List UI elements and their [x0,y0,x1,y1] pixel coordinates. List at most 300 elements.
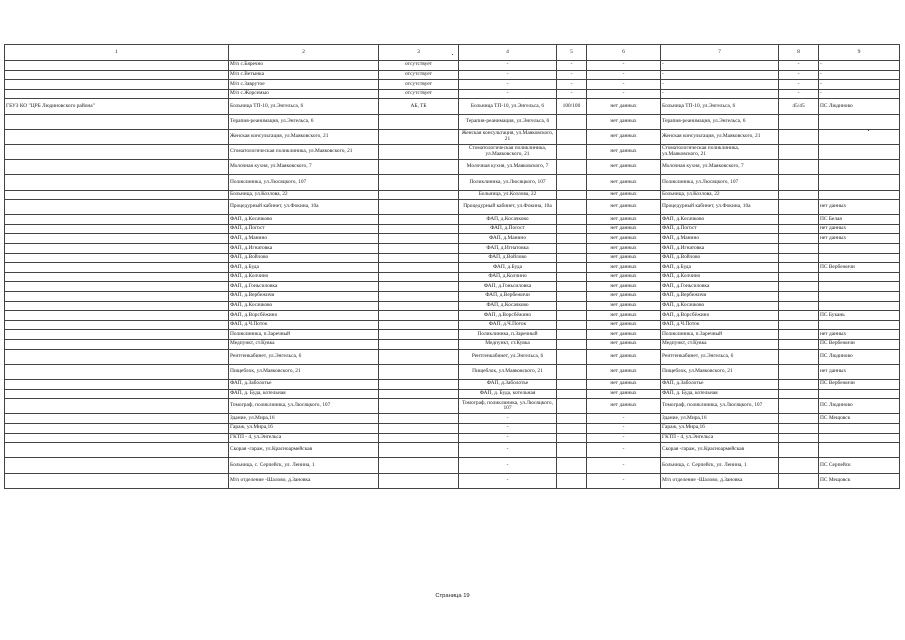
table-cell: Процедурный кабинет, ул.Фокина, 10а [229,200,379,215]
table-cell: Поликлиника, п.Заречный [229,330,379,340]
table-cell [379,190,459,200]
table-cell: ФАП, д.Вербежичи [661,292,779,302]
table-cell: ФАП, д.Косачково [229,215,379,225]
table-cell [779,144,819,159]
table-cell [557,364,587,379]
table-cell: ФАП, д.Ворсбёжино [661,311,779,321]
table-cell: ФАП, д.Погост [229,224,379,234]
table-cell: Стоматологическая поликлиника, ул.Маяковского, 21 [459,144,557,159]
table-cell: Больница, ул.Козлова, 22 [459,190,557,200]
table-cell [819,443,900,458]
table-cell: ПС Вербежичи [819,379,900,389]
table-cell [779,224,819,234]
table-cell: ФАП, д.Манино [229,234,379,244]
table-row [5,399,900,414]
table-cell [557,399,587,414]
table-cell [557,114,587,129]
table-cell: ПС Мещовск [819,473,900,488]
table-cell: ФАП, д.Вербежичи [229,292,379,302]
table-cell: ФАП, д.Косачково [661,215,779,225]
table-cell [379,114,459,129]
table-cell: Процедурный кабинет, ул.Фокина, 10а [459,200,557,215]
scan-speck [452,54,453,55]
table-cell [5,320,229,330]
table-row [5,190,900,200]
table-cell: нет данных [587,99,661,114]
table-cell [557,292,587,302]
table-cell: Молочная кухня, ул.Маяковского, 7 [661,160,779,175]
table-cell [819,272,900,282]
table-cell: нет данных [819,330,900,340]
table-cell [557,423,587,433]
table-cell [5,80,229,90]
table-row [5,114,900,129]
table-row [5,292,900,302]
table-row [5,349,900,364]
table-row [5,253,900,263]
table-cell: Медпункт, ст.Кувка [661,340,779,350]
table-cell: нет данных [819,234,900,244]
table-cell: Скорая -гараж, ул.Красноармейская [661,443,779,458]
table-cell [779,423,819,433]
table-cell [5,282,229,292]
table-cell [557,129,587,144]
table-cell: Больница, с. Серпейск, ул. Ленина, 1 [229,458,379,473]
table-cell: - [587,443,661,458]
header-cell: 6 [587,45,661,61]
table-cell: - [819,70,900,80]
table-cell: Женская консультация, ул.Маяковского, 21 [661,129,779,144]
table-cell [819,253,900,263]
table-cell: нет данных [587,330,661,340]
table-cell [5,301,229,311]
header-cell: 5 [557,45,587,61]
table-cell [557,234,587,244]
table-cell [5,433,229,443]
table-cell: ФАП, д.Колчино [661,272,779,282]
table-cell: Медпункт, ст.Кувка [459,340,557,350]
table-cell [557,340,587,350]
table-cell [5,272,229,282]
table-cell [5,379,229,389]
table-cell: ФАП, д.Войлово [661,253,779,263]
table-cell [5,399,229,414]
table-cell [379,349,459,364]
table-row [5,160,900,175]
table-row [5,379,900,389]
table-cell [379,330,459,340]
table-cell: М/п с.Ветынка [229,70,379,80]
table-row [5,282,900,292]
table-cell: 45/45 [779,99,819,114]
table-cell: - [459,414,557,424]
table-cell: - [819,61,900,71]
table-cell: Терапия-реанимация, ул.Энгельса, 6 [229,114,379,129]
table-cell [5,89,229,99]
table-cell [779,340,819,350]
table-cell: - [587,473,661,488]
table-row [5,433,900,443]
header-cell: 1 [5,45,229,61]
table-cell: нет данных [587,349,661,364]
table-cell: ФАП, д. Буда, котельная [661,389,779,399]
table-cell: - [779,89,819,99]
table-cell [5,114,229,129]
table-cell: ФАП, д.Ворсбёжино [229,311,379,321]
table-cell [5,190,229,200]
scan-speck [868,130,869,131]
table-cell: нет данных [587,282,661,292]
table-cell [557,458,587,473]
table-cell: нет данных [819,364,900,379]
table-cell: ФАП, д.Колчино [459,272,557,282]
table-cell: Пищеблок, ул.Маяковского, 21 [661,364,779,379]
table-cell [779,301,819,311]
table-cell [557,301,587,311]
table-cell [5,160,229,175]
table-row [5,175,900,190]
table-cell: Терапия-реанимация, ул.Энгельса, 6 [459,114,557,129]
table-cell: Процедурный кабинет, ул.Фокина, 10а [661,200,779,215]
table-cell [779,311,819,321]
table-cell: Женская консультация, ул.Маяковского, 21 [229,129,379,144]
table-row [5,443,900,458]
table-row [5,423,900,433]
table-cell: - [557,80,587,90]
table-cell: ФАП, д.Игнатовка [459,244,557,254]
table-cell [779,244,819,254]
table-cell: нет данных [587,320,661,330]
table-cell: нет данных [587,263,661,273]
table-cell [557,473,587,488]
table-cell: ПС Людиново [819,349,900,364]
table-row [5,389,900,399]
table-cell [779,414,819,424]
table-cell [779,364,819,379]
table-cell [379,292,459,302]
table-row [5,320,900,330]
table-cell: ФАП, д.Ч.Поток [459,320,557,330]
table-cell: ФАП, д.Ч.Поток [661,320,779,330]
table-cell [379,399,459,414]
table-cell [779,473,819,488]
table-cell [5,473,229,488]
table-cell: - [557,61,587,71]
table-cell [5,414,229,424]
table-cell [379,244,459,254]
table-cell: нет данных [819,224,900,234]
table-cell: Пищеблок, ул.Маяковского, 21 [229,364,379,379]
table-cell: нет данных [587,160,661,175]
table-cell: нет данных [587,175,661,190]
table-cell [379,234,459,244]
table-cell [779,282,819,292]
table-cell: Терапия-реанимация, ул.Энгельса, 6 [661,114,779,129]
table-cell [5,70,229,80]
table-row [5,129,900,144]
table-cell [779,114,819,129]
table-cell: - [779,70,819,80]
table-cell [379,433,459,443]
table-cell [5,340,229,350]
table-cell: - [459,89,557,99]
table-cell: ФАП, д. Буда, котельная [229,389,379,399]
table-cell: ФАП, д.Ворсбёжино [459,311,557,321]
table-cell [557,224,587,234]
table-cell: ПС Серпейск [819,458,900,473]
table-cell: ПС Людиново [819,99,900,114]
table-cell: Больница ТП-10, ул.Энгельса, 6 [459,99,557,114]
table-cell [779,272,819,282]
table-cell: ПС Букань [819,311,900,321]
header-row [5,45,900,61]
header-cell: 8 [779,45,819,61]
table-cell [5,423,229,433]
table-cell: Гараж, ул.Мира,16 [229,423,379,433]
table-cell: Скорая -гараж, ул.Красноармейская [229,443,379,458]
header-cell: 2 [229,45,379,61]
table-cell [379,200,459,215]
table-cell [557,244,587,254]
table-cell: Рентгенкабинет, ул.Энгельса, 6 [229,349,379,364]
table-cell: 100/100 [557,99,587,114]
table-cell: - [779,61,819,71]
table-cell: ФАП, д.Косачково [459,301,557,311]
table-cell [379,129,459,144]
table-cell: Больница, с. Серпейск, ул. Ленина, 1 [661,458,779,473]
table-cell: ФАП, д.Погост [459,224,557,234]
table-cell: - [661,80,779,90]
table-cell [557,253,587,263]
table-cell: ГБУЗ КО "ЦРБ Людиновского района" [5,99,229,114]
table-cell: Поликлиника, п.Заречный [459,330,557,340]
table-cell [779,349,819,364]
table-cell: ФАП, д.Гоньсиловка [459,282,557,292]
table-cell [379,473,459,488]
table-cell [5,349,229,364]
table-cell: нет данных [587,144,661,159]
table-cell [819,175,900,190]
table-cell [557,215,587,225]
table-cell [5,144,229,159]
table-cell [379,364,459,379]
table-cell [379,272,459,282]
table-cell: ФАП, д.Погост [661,224,779,234]
table-cell: ФАП, д.Войлово [229,253,379,263]
table-cell [819,129,900,144]
table-cell: Поликлиника, ул.Люсяцкого, 107 [661,175,779,190]
table-cell [557,190,587,200]
table-cell: нет данных [587,190,661,200]
table-cell [379,224,459,234]
table-cell: Больница ТП-10, ул.Энгельса, 6 [661,99,779,114]
table-cell [5,458,229,473]
table-cell [819,433,900,443]
table-cell [379,389,459,399]
table-cell: - [459,70,557,80]
table-cell: отсутствует [379,80,459,90]
table-cell [819,160,900,175]
table-cell [379,340,459,350]
header-cell: 3 [379,45,459,61]
table-cell: - [819,89,900,99]
table-cell: Здание, ул.Мира,16 [229,414,379,424]
table-cell: Здание, ул.Мира,16 [661,414,779,424]
table-cell [379,301,459,311]
table-cell [379,144,459,159]
table-cell [819,282,900,292]
table-cell [5,292,229,302]
table-cell [557,389,587,399]
table-cell: - [459,443,557,458]
table-cell [557,311,587,321]
table-cell [779,175,819,190]
table-row [5,330,900,340]
table-cell: Стоматологическая поликлиника, ул.Маяковского, 21 [661,144,779,159]
table-cell: Поликлиника, ул.Люсяцкого, 107 [229,175,379,190]
table-cell [5,253,229,263]
table-cell: нет данных [587,224,661,234]
table-cell [379,282,459,292]
table-cell [819,320,900,330]
table-cell: ФАП, д.Буда [229,263,379,273]
table-cell [5,311,229,321]
table-cell: ФАП, д.Косачково [229,301,379,311]
table-cell [379,414,459,424]
table-cell: отсутствует [379,61,459,71]
table-cell [779,200,819,215]
table-cell [779,458,819,473]
table-cell: - [587,70,661,80]
table-cell: Рентгенкабинет, ул.Энгельса, 6 [459,349,557,364]
table-cell: Молочная кухня, ул.Маяковского, 7 [229,160,379,175]
table-cell: - [459,61,557,71]
table-cell [779,389,819,399]
table-cell [557,433,587,443]
table-cell: Томограф, поликлиника, ул.Люсяцкого, 107 [459,399,557,414]
table-cell [557,320,587,330]
table-cell: ФАП, д.Вербежичи [459,292,557,302]
table-cell: нет данных [587,272,661,282]
table-cell [779,215,819,225]
table-cell [819,423,900,433]
table-cell: нет данных [587,253,661,263]
table-cell [379,379,459,389]
table-cell: - [557,70,587,80]
table-row [5,200,900,215]
table-cell [779,234,819,244]
table-cell: - [587,89,661,99]
table-row [5,301,900,311]
table-cell: - [819,80,900,90]
table-cell [557,200,587,215]
table-cell [5,389,229,399]
table-cell [819,292,900,302]
table-cell: нет данных [819,200,900,215]
table-cell: Стоматологическая поликлиника, ул.Маяковского, 21 [229,144,379,159]
table-cell: нет данных [587,399,661,414]
data-table [4,44,900,489]
table-cell [779,263,819,273]
table-cell: ПС Вербежичи [819,263,900,273]
table-row [5,89,900,99]
table-row [5,414,900,424]
table-cell [5,244,229,254]
table-cell: отсутствует [379,89,459,99]
table-cell: Поликлиника, ул.Люсяцкого, 107 [459,175,557,190]
table-cell [779,379,819,389]
table-cell: АБ, ТБ [379,99,459,114]
table-row [5,473,900,488]
table-cell: ФАП, д.Гоньсиловка [229,282,379,292]
table-cell [557,282,587,292]
table-cell: нет данных [587,234,661,244]
table-cell [779,160,819,175]
table-cell [379,320,459,330]
table-cell: нет данных [587,389,661,399]
table-cell: - [587,458,661,473]
table-cell: М/п с.Бяречно [229,61,379,71]
table-cell: нет данных [587,292,661,302]
table-row [5,234,900,244]
table-row [5,311,900,321]
table-cell [5,364,229,379]
table-cell: - [661,61,779,71]
page-number: Страница 19 [435,593,470,599]
table-cell: ФАП, д.Игнатовка [229,244,379,254]
table-cell [819,190,900,200]
table-cell [5,224,229,234]
table-cell [557,349,587,364]
table-cell: - [587,423,661,433]
table-cell [379,458,459,473]
table-cell: ПС Вербежичи [819,340,900,350]
table-cell [779,253,819,263]
table-cell: ФАП, д.Манино [661,234,779,244]
table-cell [779,190,819,200]
table-cell [379,175,459,190]
table-cell: - [459,458,557,473]
table-cell [379,263,459,273]
table-cell: ФАП, д.Манино [459,234,557,244]
table-cell: ФАП, д.Буда [661,263,779,273]
table-cell [557,272,587,282]
table-cell: нет данных [587,364,661,379]
table-cell: Томограф, поликлиника, ул.Люсяцкого, 107 [661,399,779,414]
table-row [5,364,900,379]
table-cell: Гараж, ул.Мира,16 [661,423,779,433]
table-cell: ПС Белая [819,215,900,225]
table-cell [379,253,459,263]
table-cell [779,443,819,458]
table-cell [5,175,229,190]
table-cell: - [587,61,661,71]
table-cell [5,443,229,458]
table-cell: - [459,80,557,90]
table-cell: Молочная кухня, ул.Маяковского, 7 [459,160,557,175]
table-cell [819,389,900,399]
table-cell: ФАП, д.Колчино [229,272,379,282]
table-cell: Пищеблок, ул.Маяковского, 21 [459,364,557,379]
table-cell [557,144,587,159]
table-row [5,144,900,159]
table-cell [779,433,819,443]
table-cell [379,423,459,433]
table-row [5,244,900,254]
table-cell: М/п отделение -Шалово, д.Зановка [229,473,379,488]
table-cell: - [587,80,661,90]
table-cell: отсутствует [379,70,459,80]
